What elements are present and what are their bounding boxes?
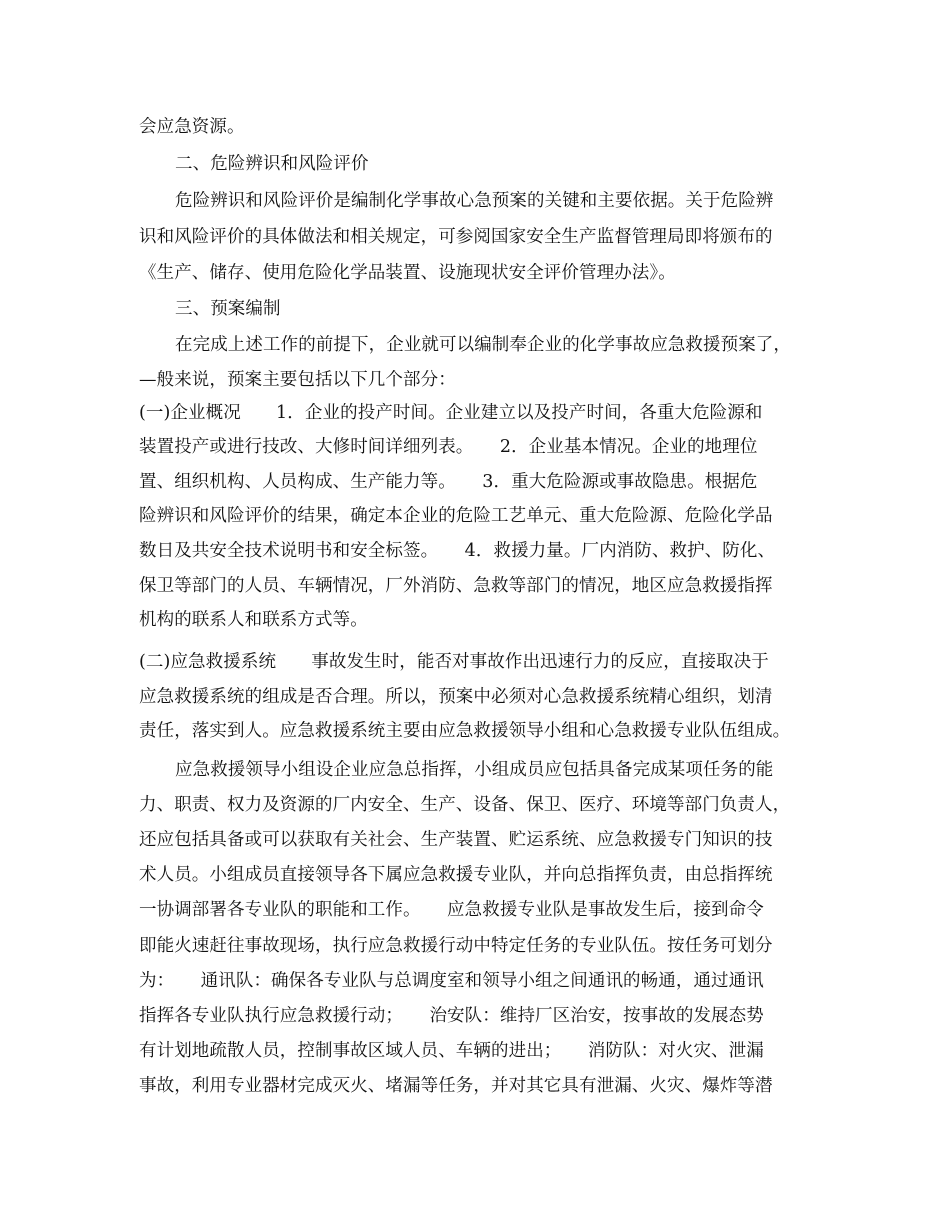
text-line: (一)企业概况 1．企业的投产时间。企业建立以及投产时间，各重大危险源和	[139, 403, 763, 423]
text-line: 识和风险评价的具体做法和相关规定，可参阅国家安全生产监督管理局即将颁布的	[139, 227, 773, 247]
text-line: —般来说，预案主要包括以下几个部分：	[139, 370, 456, 390]
text-line: 事故，利用专业器材完成灭火、堵漏等任务，并对其它具有泄漏、火灾、爆炸等潜	[139, 1076, 773, 1096]
text-line: 责任，落实到人。应急救援系统主要由应急救援领导小组和心急救援专业队伍组成。	[139, 721, 791, 741]
text-line: 险辨识和风险评价的结果，确定本企业的危险工艺单元、重大危险源、危险化学品	[139, 506, 773, 526]
section-heading: 二、危险辨识和风险评价	[175, 154, 369, 174]
text-line: 应急救援系统的组成是否合理。所以，预案中必须对心急救援系统精心组织，划清	[139, 687, 773, 707]
text-line: 力、职责、权力及资源的厂内安全、生产、设备、保卫、医疗、环境等部门负责人，	[139, 795, 791, 815]
text-line: (二)应急救援系统 事故发生时，能否对事故作出迅速行力的反应，直接取决于	[139, 652, 769, 672]
text-line: 数日及共安全技术说明书和安全标签。 4．救援力量。厂内消防、救护、防化、	[139, 541, 776, 561]
text-line: 机构的联系人和联系方式等。	[139, 610, 368, 630]
text-line: 置、组织机构、人员构成、生产能力等。 3．重大危险源或事故隐患。根据危	[139, 472, 758, 492]
text-line: 保卫等部门的人员、车辆情况，厂外消防、急救等部门的情况，地区应急救援指挥	[139, 576, 773, 596]
text-line: 应急救援领导小组设企业应急总指挥，小组成员应包括具备完成某项任务的能	[175, 760, 774, 780]
section-heading: 三、预案编制	[175, 299, 281, 319]
text-line: 即能火速赶往事故现场，执行应急救援行动中特定任务的专业队伍。按任务可划分	[139, 936, 773, 956]
text-line: 《生产、储存、使用危险化学品装置、设施现状安全评价管理办法》。	[139, 263, 676, 283]
text-line: 为： 通讯队：确保各专业队与总调度室和领导小组之间通讯的畅通，通过通讯	[139, 971, 764, 991]
text-line: 一协调部署各专业队的职能和工作。 应急救援专业队是事故发生后，接到命令	[139, 900, 764, 920]
text-line: 有计划地疏散人员，控制事故区域人员、车辆的进出； 消防队：对火灾、泄漏	[139, 1041, 764, 1061]
text-line: 还应包括具备或可以获取有关社会、生产装置、贮运系统、应急救援专门知识的技	[139, 830, 773, 850]
text-line: 指挥各专业队执行应急救援行动； 治安队：维持厂区治安，按事故的发展态势	[139, 1006, 764, 1026]
text-line: 危险辨识和风险评价是编制化学事故心急预案的关键和主要依据。关于危险辨	[175, 191, 774, 211]
text-line: 术人员。小组成员直接领导各下属应急救援专业队，并向总指挥负责，由总指挥统	[139, 865, 773, 885]
text-line: 在完成上述工作的前提下，企业就可以编制奉企业的化学事故应急救援预案了，	[175, 335, 791, 355]
text-line: 会应急资源。	[139, 117, 245, 137]
text-line: 装置投产或进行技改、大修时间详细列表。 2．企业基本情况。企业的地理位	[139, 437, 758, 457]
